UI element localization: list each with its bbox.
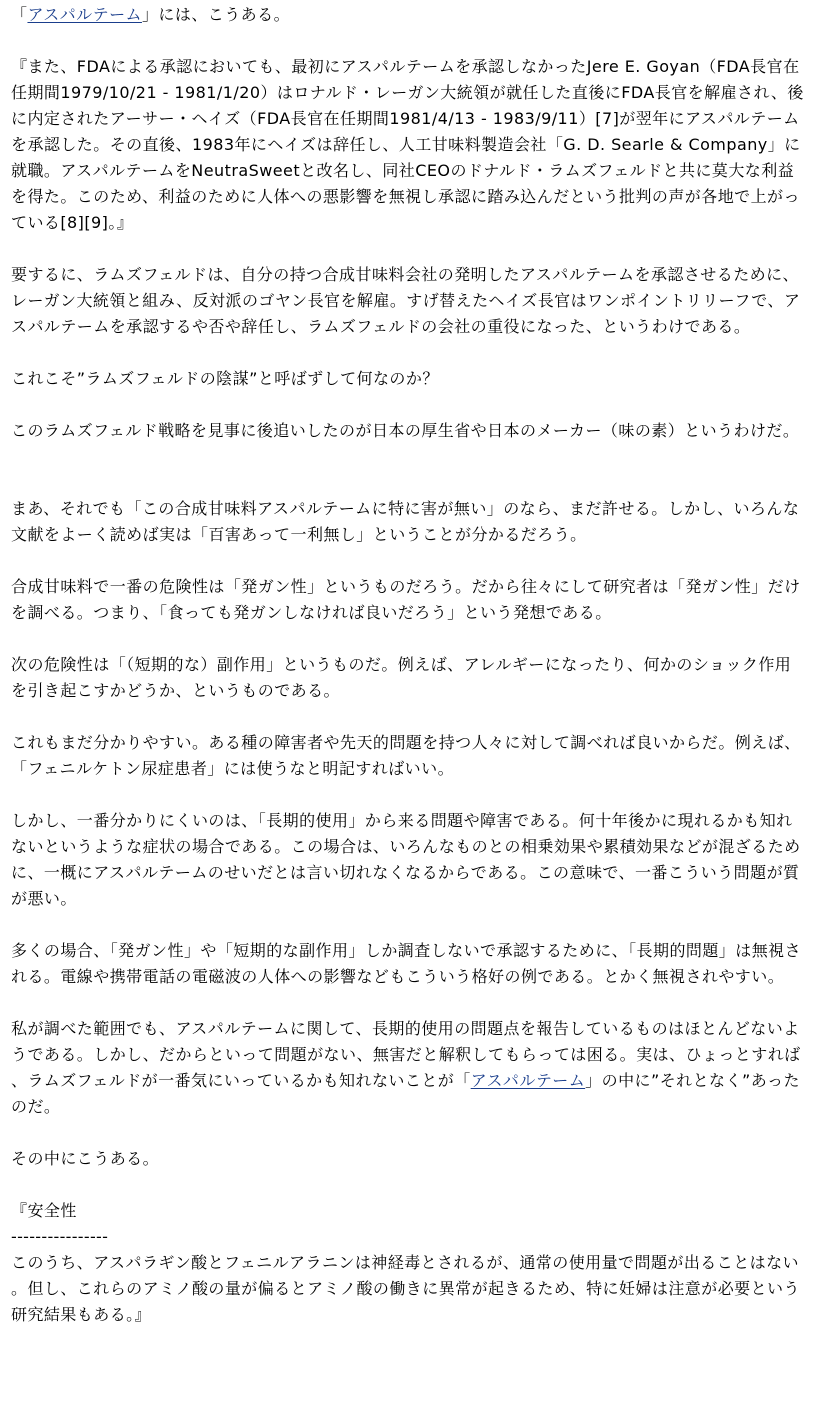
intro-paragraph: 「アスパルテーム」には、こうある。 [11, 5, 291, 24]
quote-safety-body: このうち、アスパラギン酸とフェニルアラニンは神経毒とされるが、通常の使用量で問題が出ることはない。但し、これらのアミノ酸の量が偏るとアミノ酸の働きに異常が起きるため、特に妊婦は注意が必要という研究結果もある。』 [11, 1253, 800, 1324]
paragraph-lead-in: その中にこうある。 [11, 1149, 160, 1168]
paragraph-research: 私が調べた範囲でも、アスパルテームに関して、長期的使用の問題点を報告しているものはほとんどないようである。しかし、だからといって問題がない、無害だと解釈してもらっては困る。実は、ひょっとすれば、ラムズフェルドが一番気にいっているかも知れないことが「アスパルテーム」の中に”それとなく”あったのだ。 [11, 1019, 801, 1116]
quote-divider: ---------------- [11, 1227, 109, 1246]
paragraph-side-effects: 次の危険性は「（短期的な）副作用」というものだ。例えば、アレルギーになったり、何かのショック作用を引き起こすかどうか、というものである。 [11, 655, 792, 700]
paragraph-conspiracy: これこそ”ラムズフェルドの陰謀”と呼ばずして何なのか？ [11, 369, 439, 388]
paragraph-phenylketonuria: これもまだ分かりやすい。ある種の障害者や先天的問題を持つ人々に対して調べれば良いからだ。例えば、「フェニルケトン尿症患者」には使うなと明記すればいい。 [11, 733, 801, 778]
paragraph-summary: 要するに、ラムズフェルドは、自分の持つ合成甘味料会社の発明したアスパルテームを承認させるために、レーガン大統領と組み、反対派のゴヤン長官を解雇。すげ替えたヘイズ長官はワンポイントリリーフで、アスパルテームを承認するや否や辞任し、ラムズフェルドの会社の重役になった、というわけである。 [11, 265, 801, 336]
paragraph-ignored: 多くの場合、「発ガン性」や「短期的な副作用」しか調査しないで承認するために、「長期的問題」は無視される。電線や携帯電話の電磁波の人体への影響などもこういう格好の例である。とかく無視されやすい。 [11, 941, 802, 986]
aspartame-link[interactable]: アスパルテーム [27, 5, 142, 24]
aspartame-link-2[interactable]: アスパルテーム [470, 1071, 586, 1090]
paragraph-japan: このラムズフェルド戦略を見事に後追いしたのが日本の厚生省や日本のメーカー（味の素）というわけだ。 [11, 421, 800, 440]
paragraph-carcinogenicity: 合成甘味料で一番の危険性は「発ガン性」というものだろう。だから往々にして研究者は「発ガン性」だけを調べる。つまり、「食っても発ガンしなければ良いだろう」という発想である。 [11, 577, 801, 622]
quote-safety-heading: 『安全性 [11, 1201, 77, 1220]
paragraph-harm: まあ、それでも「この合成甘味料アスパルテームに特に害が無い」のなら、まだ許せる。しかし、いろんな文献をよーく読めば実は「百害あって一利無し」ということが分かるだろう。 [11, 499, 800, 544]
paragraph-long-term: しかし、一番分かりにくいのは、「長期的使用」から来る問題や障害である。何十年後かに現れるかも知れないというような症状の場合である。この場合は、いろんなものとの相乗効果や累積効果などが混ざるために、一概にアスパルテームのせいだとは言い切れなくなるからである。この意味で、一番こういう問題が質が悪い。 [11, 811, 801, 908]
quote-fda-approval: 『また、FDAによる承認においても、最初にアスパルテームを承認しなかったJere E. Goyan（FDA長官在任期間1979/10/21 - 1981/1/20）はロナルド・レーガン大統領が就任した直後にFDA長官を解雇され、後に内定されたアーサー・ヘイズ（FDA長官在任期間1981/4/13 - 1983/9/11）[7]が翌年にアスパルテームを承認した。その直後、1983年にヘイズは辞任し、人工甘味料製造会社「G. D. Searle & Company」に就職。アスパルテームをNeutraSweetと改名し、同社CEOのドナルド・ラムズフェルドと共に莫大な利益を得た。このため、利益のために人体への悪影響を無視し承認に踏み込んだという批判の声が各地で上がっている[8][9]。』 [11, 57, 804, 232]
